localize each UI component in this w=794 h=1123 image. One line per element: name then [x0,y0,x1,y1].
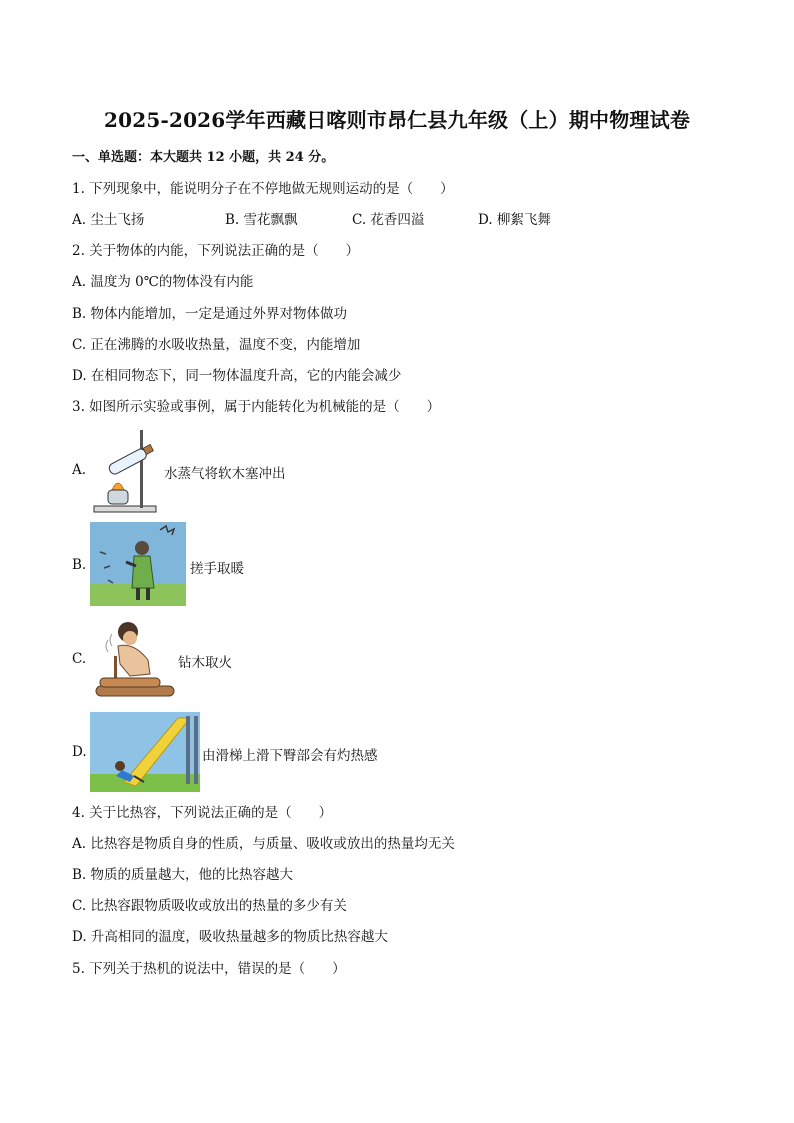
question-4-stem: 4. 关于比热容，下列说法正确的是（ ） [72,805,333,821]
question-3-option-b-caption: 搓手取暖 [190,561,244,577]
question-3-option-b-letter: B. [72,557,87,573]
question-1-option-c: C. 花香四溢 [352,212,425,228]
section-heading: 一、单选题：本大题共 12 小题，共 24 分。 [72,150,335,165]
question-3-stem: 3. 如图所示实验或事例，属于内能转化为机械能的是（ ） [72,399,441,415]
question-5-stem: 5. 下列关于热机的说法中，错误的是（ ） [72,961,346,977]
question-4-option-c: C. 比热容跟物质吸收或放出的热量的多少有关 [72,898,347,914]
question-1-option-d: D. 柳絮飞舞 [478,212,551,228]
question-1-option-a: A. 尘土飞扬 [72,212,145,228]
question-4-option-b: B. 物质的质量越大，他的比热容越大 [72,867,294,883]
question-3-option-d-letter: D. [72,744,87,760]
question-3-option-a-caption: 水蒸气将软木塞冲出 [164,466,286,482]
question-2-option-a: A. 温度为 0℃的物体没有内能 [72,274,254,290]
question-2-stem: 2. 关于物体的内能，下列说法正确的是（ ） [72,243,360,259]
question-4-option-d: D. 升高相同的温度，吸收热量越多的物质比热容越大 [72,929,388,945]
question-1-option-b: B. 雪花飘飘 [225,212,298,228]
drilling-wood-figure [90,616,176,702]
question-4-option-a: A. 比热容是物质自身的性质，与质量、吸收或放出的热量均无关 [72,836,455,852]
steam-cork-figure [90,428,162,516]
question-2-option-c: C. 正在沸腾的水吸收热量，温度不变，内能增加 [72,337,361,353]
slide-figure [90,712,200,792]
question-3-option-d-caption: 由滑梯上滑下臀部会有灼热感 [202,748,378,764]
question-3-option-a-letter: A. [72,462,87,478]
question-2-option-b: B. 物体内能增加，一定是通过外界对物体做功 [72,306,348,322]
question-1-stem: 1. 下列现象中，能说明分子在不停地做无规则运动的是（ ） [72,181,454,197]
rubbing-hands-figure [90,522,186,606]
question-3-option-c-caption: 钻木取火 [178,655,232,671]
page-title: 2025-2026学年西藏日喀则市昂仁县九年级（上）期中物理试卷 [103,108,691,132]
question-3-option-c-letter: C. [72,651,87,667]
question-2-option-d: D. 在相同物态下，同一物体温度升高，它的内能会减少 [72,368,402,384]
